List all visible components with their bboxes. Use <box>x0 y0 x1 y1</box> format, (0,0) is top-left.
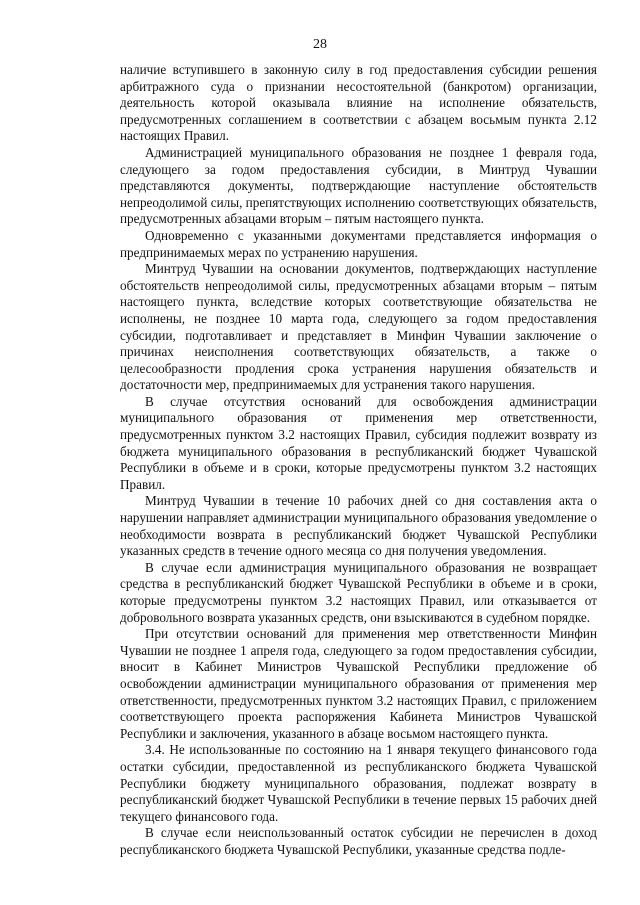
paragraph-unreturned-balance: В случае если неиспользованный остаток субсидии не перечислен в доход республиканского бюджета Чувашской Республики, указанные средства подле- <box>120 825 597 857</box>
paragraph-subsidy-return: В случае отсутствия оснований для освобождения администрации муниципального образования от применения мер ответственности, предусмотренных пунктом 3.2 настоящих Правил, субсидия подлежит возврату из бюджета муниципального образования в республиканский бюджет Чувашской Республики в объеме и в сроки, которые предусмотрены пунктом 3.2 настоящих Правил. <box>120 393 597 492</box>
paragraph-unused-balance-3-4: 3.4. Не использованные по состоянию на 1 января текущего финансового года остатки субсидии, предоставленной из республиканского бюджета Чувашской Республики бюджету муниципального образования, подлежат возврату в республиканский бюджет Чувашской Республики в течение первых 15 рабочих дней текущего финансового года. <box>120 742 597 824</box>
paragraph-mintrud-conclusion: Минтруд Чувашии на основании документов, подтверждающих наступление обстоятельств непреодолимой силы, предусмотренных абзацами вторым – пятым настоящего пункта, вследствие которых соответствующие обязательства не исполнены, не позднее 10 марта года, следующего за годом предоставления субсидии, подготавливает и представляет в Минфин Чувашии заключение о причинах неисполнения соответствующих обязательств, а также о целесообразности продления срока устранения нарушения обязательств и достаточности мер, предпринимаемых для устранения такого нарушения. <box>120 261 597 393</box>
paragraph-minfin-proposal: При отсутствии оснований для применения мер ответственности Минфин Чувашии не позднее 1 апреля года, следующего за годом предоставления субсидии, вносит в Кабинет Министров Чувашской Республики предложение об освобождении администрации муниципального образования от применения мер ответственности, предусмотренных пунктом 3.2 настоящих Правил, с приложением соответствующего проекта распоряжения Кабинета Министров Чувашской Республики и заключения, указанного в абзаце восьмом настоящего пункта. <box>120 626 597 741</box>
document-body <box>120 62 597 859</box>
paragraph-violation-notice: Минтруд Чувашии в течение 10 рабочих дней со дня составления акта о нарушении направляет администрации муниципального образования уведомление о необходимости возврата в республиканский бюджет Чувашской Республики указанных средств в течение одного месяца со дня получения уведомления. <box>120 493 597 559</box>
paragraph-bankruptcy-condition: наличие вступившего в законную силу в год предоставления субсидии решения арбитражного суда о признании несостоятельной (банкротом) организации, деятельность которой оказывала влияние на исполнение обязательств, предусмотренных соглашением в соответствии с абзацем восьмым пункта 2.12 настоящих Правил. <box>120 62 597 144</box>
paragraph-documents-submission: Администрацией муниципального образования не позднее 1 февраля года, следующего за годом предоставления субсидии, в Минтруд Чувашии представляются документы, подтверждающие наступление обстоятельств непреодолимой силы, препятствующих исполнению соответствующих обязательств, предусмотренных абзацами вторым – пятым настоящего пункта. <box>120 144 597 227</box>
page-number: 28 <box>313 37 327 52</box>
paragraph-measures-info: Одновременно с указанными документами представляется информация о предпринимаемых мерах по устранению нарушения. <box>120 227 597 260</box>
paragraph-court-recovery: В случае если администрация муниципального образования не возвращает средства в республиканский бюджет Чувашской Республики в объеме и в сроки, которые предусмотрены пунктом 3.2 настоящих Правил, или отказывается от добровольного возврата указанных средств, они взыскиваются в судебном порядке. <box>120 559 597 625</box>
